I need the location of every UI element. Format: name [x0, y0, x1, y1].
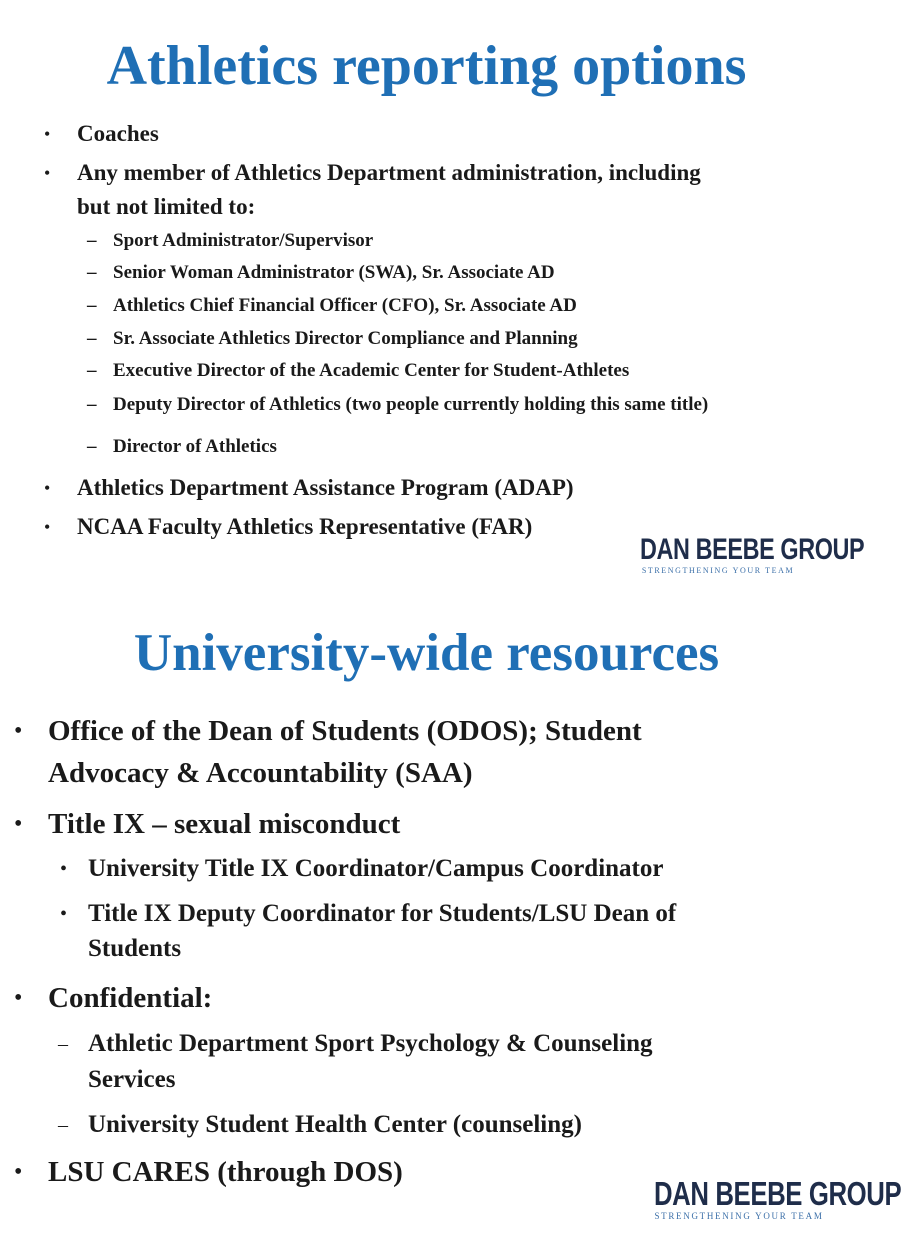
- bullet-icon: •: [14, 985, 23, 1011]
- sub-item: Deputy Director of Athletics (two people currently holding this same title): [113, 394, 709, 415]
- sub-item: Executive Director of the Academic Center for Student-Athletes: [113, 360, 630, 381]
- list-item-odos-cont: Advocacy & Accountability (SAA): [48, 757, 473, 789]
- dash-icon: –: [87, 230, 97, 251]
- slide-title: University-wide resources: [133, 624, 720, 682]
- logo-tagline: STRENGTHENING YOUR TEAM: [654, 1211, 824, 1221]
- sub-item: Director of Athletics: [113, 436, 277, 457]
- list-item-lsu-cares: LSU CARES (through DOS): [48, 1156, 403, 1188]
- list-item-far: NCAA Faculty Athletics Representative (FAR): [77, 514, 533, 539]
- list-item-odos: Office of the Dean of Students (ODOS); Student: [48, 715, 642, 747]
- list-item-confidential: Confidential:: [48, 982, 213, 1014]
- dash-icon: –: [87, 262, 97, 283]
- logo-name: DAN BEEBE GROUP: [640, 533, 865, 566]
- dash-icon: –: [87, 328, 97, 349]
- slide-university-resources: [0, 600, 901, 1233]
- sub-item: Senior Woman Administrator (SWA), Sr. Associate AD: [113, 262, 555, 283]
- sub-item: Athletic Department Sport Psychology & Counseling: [88, 1030, 653, 1057]
- bullet-icon: •: [14, 1159, 23, 1185]
- dash-icon: –: [58, 1114, 68, 1136]
- dash-icon: –: [87, 436, 97, 457]
- dash-icon: –: [58, 1033, 68, 1055]
- list-item-admin: Any member of Athletics Department administration, including: [77, 160, 701, 185]
- bullet-icon: •: [44, 517, 51, 537]
- sub-item-cont: Services: [88, 1066, 176, 1093]
- slide-athletics-reporting: [0, 0, 865, 600]
- bullet-icon: •: [14, 811, 23, 837]
- logo-name: DAN BEEBE GROUP: [653, 1175, 901, 1212]
- dan-beebe-group-logo: [618, 533, 865, 575]
- bullet-icon: •: [60, 903, 68, 925]
- sub-item: Sr. Associate Athletics Director Compliance and Planning: [113, 328, 578, 349]
- sub-item: Athletics Chief Financial Officer (CFO), Sr. Associate AD: [113, 295, 577, 316]
- sub-item: Sport Administrator/Supervisor: [113, 230, 374, 251]
- list-item-title-ix: Title IX – sexual misconduct: [48, 808, 401, 840]
- logo-tagline: STRENGTHENING YOUR TEAM: [641, 566, 795, 575]
- dash-icon: –: [87, 394, 97, 415]
- list-item-coaches: Coaches: [77, 121, 159, 146]
- bullet-icon: •: [60, 858, 68, 880]
- sub-item: University Title IX Coordinator/Campus Coordinator: [88, 855, 664, 882]
- bullet-icon: •: [44, 163, 51, 183]
- bullet-icon: •: [14, 718, 23, 744]
- list-item-admin-cont: but not limited to:: [77, 194, 256, 219]
- bullet-icon: •: [44, 124, 51, 144]
- sub-item-cont: Students: [88, 935, 182, 962]
- sub-item: Title IX Deputy Coordinator for Students/LSU Dean of: [88, 900, 677, 927]
- slide-title: Athletics reporting options: [106, 35, 747, 97]
- dash-icon: –: [87, 360, 97, 381]
- dan-beebe-group-logo: [630, 1175, 901, 1221]
- sub-item: University Student Health Center (counseling): [88, 1111, 582, 1138]
- bullet-icon: •: [44, 478, 51, 498]
- list-item-adap: Athletics Department Assistance Program (ADAP): [77, 475, 574, 500]
- dash-icon: –: [87, 295, 97, 316]
